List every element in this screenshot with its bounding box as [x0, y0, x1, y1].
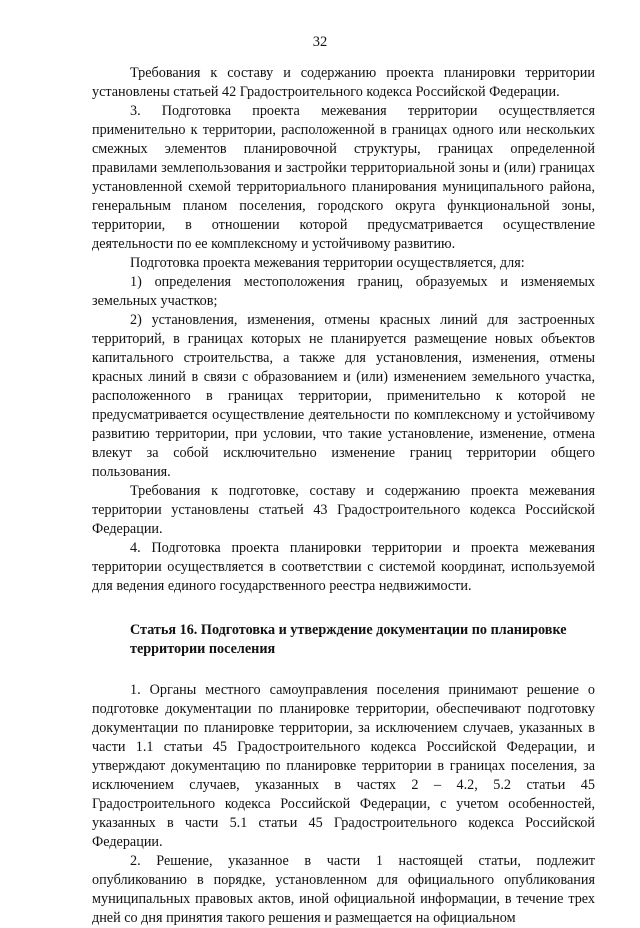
paragraph: Подготовка проекта межевания территории осуществляется, для: — [130, 255, 525, 271]
article-heading: Статья 16. Подготовка и утверждение документации по планировке территории поселения — [130, 622, 567, 657]
paragraph: 1) определения местоположения границ, образуемых и изменяемых земельных участков; — [92, 274, 595, 309]
paragraph: 3. Подготовка проекта межевания территории осуществляется применительно к территории, расположенной в границах одного или нескольких смежных элементов планировочной структуры, границах определенной правилами землепользования и застройки территориальной зоны и (или) границах установленной схемой территориального планирования муниципального района, генеральным планом поселения, городского округа функциональной зоны, территории, в отношении которой предусматривается осуществление деятельности по ее комплексному и устойчивому развитию. — [92, 103, 595, 252]
paragraph: 4. Подготовка проекта планировки территории и проекта межевания территории осуществляется в соответствии с системой координат, используемой для ведения единого государственного реестра недвижимости. — [92, 540, 595, 594]
page-number: 32 — [312, 34, 328, 50]
paragraph: 2. Решение, указанное в части 1 настоящей статьи, подлежит опубликованию в порядке, установленном для официального опубликования муниципальных правовых актов, иной официальной информации, в течение трех дней со дня принятия такого решения и размещается на официальном — [92, 853, 595, 926]
paragraph: 1. Органы местного самоуправления поселения принимают решение о подготовке документации по планировке территории, обеспечивают подготовку документации по планировке территории, за исключением случаев, указанных в части 1.1 статьи 45 Градостроительного кодекса Российской Федерации, и утверждают документацию по планировке территории в границах поселения, за исключением случаев, указанных в частях 2 – 4.2, 5.2 статьи 45 Градостроительного кодекса Российской Федерации, с учетом особенностей, указанных в части 5.1 статьи 45 Градостроительного кодекса Российской Федерации. — [92, 682, 595, 850]
paragraph: Требования к составу и содержанию проекта планировки территории установлены статьей 42 Градостроительного кодекса Российской Федерации. — [92, 65, 595, 100]
paragraph: Требования к подготовке, составу и содержанию проекта межевания территории установлены статьей 43 Градостроительного кодекса Российской Федерации. — [92, 483, 595, 537]
document-body — [92, 64, 595, 928]
paragraph: 2) установления, изменения, отмены красных линий для застроенных территорий, в границах которых не планируется размещение новых объектов капитального строительства, а также для установления, изменения, отмены красных линий в связи с образованием и (или) изменением земельного участка, расположенного в границах территории, применительно к которой не предусматривается осуществление деятельности по комплексному и устойчивому развитию территории, при условии, что такие установление, изменение, отмена влекут за собой исключительно изменение границ территории общего пользования. — [92, 312, 595, 480]
